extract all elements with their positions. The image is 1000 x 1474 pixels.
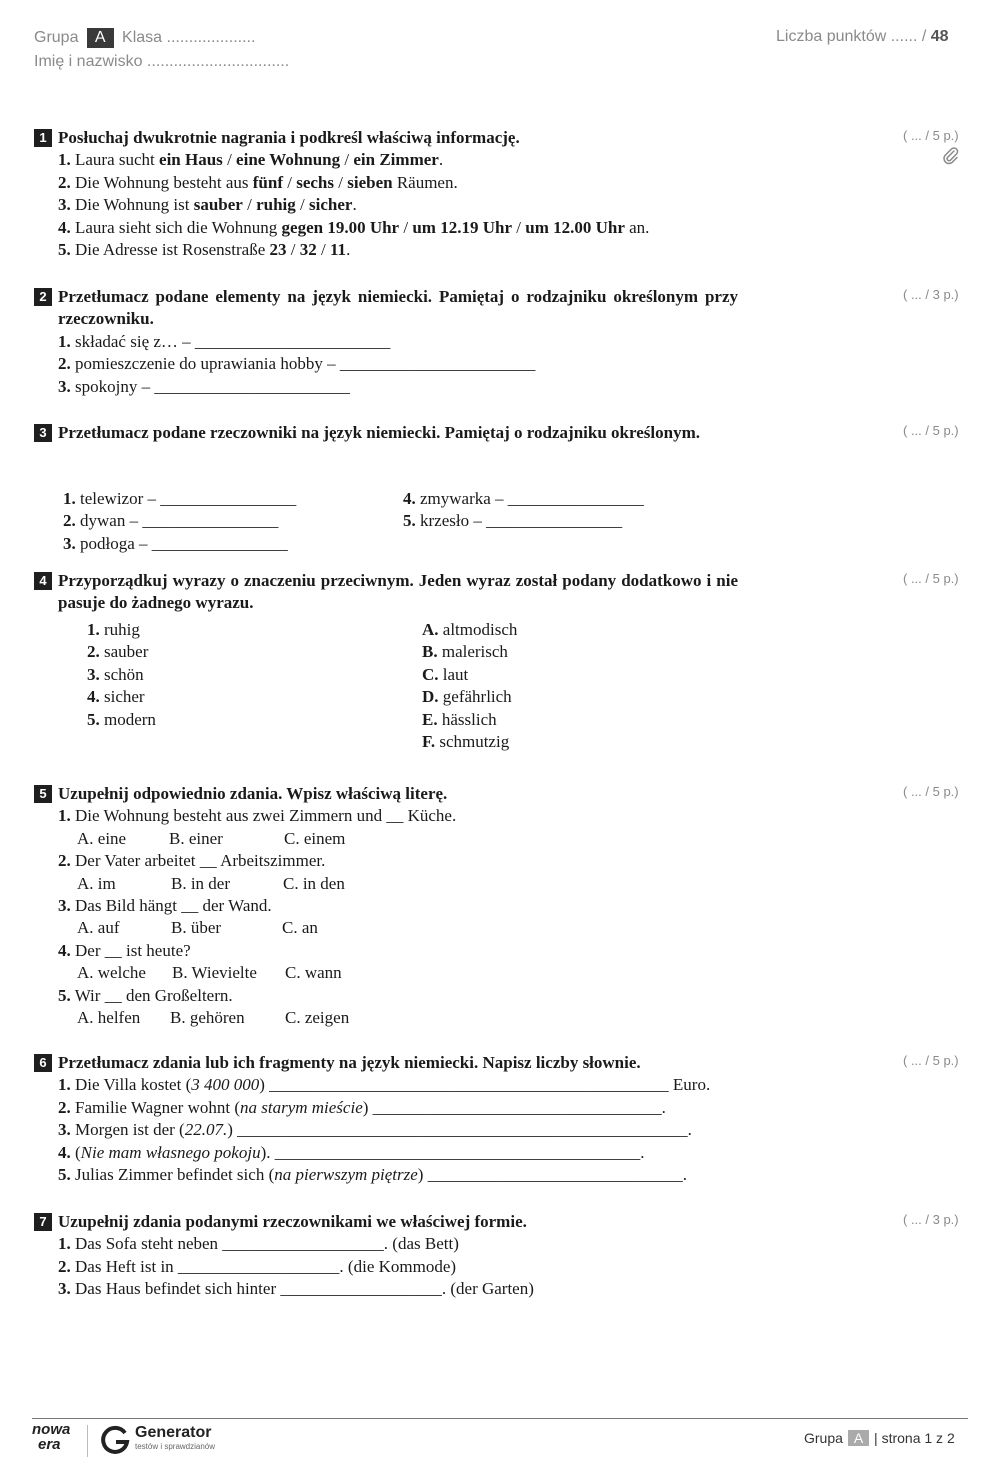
exercise-number-badge: 3 xyxy=(34,424,52,442)
footer-divider xyxy=(32,1418,968,1419)
generator-logo-text: Generator testów i sprawdzianów xyxy=(135,1424,216,1451)
name-field: Imię i nazwisko ................................ xyxy=(34,53,290,70)
logo-divider xyxy=(87,1425,88,1457)
page-number: | strona 1 z 2 xyxy=(874,1430,955,1446)
exercise-3-instruction: Przetłumacz podane rzeczowniki na język niemiecki. Pamiętaj o rodzajniku określonym. xyxy=(58,423,700,442)
list-item: 2. Das Heft ist in ___________________. (die Kommode) xyxy=(58,1256,457,1276)
exercise-5-title xyxy=(34,783,738,805)
list-item: 3. Die Wohnung ist sauber / ruhig / sicher. xyxy=(58,195,357,215)
exercise-4 xyxy=(34,570,738,615)
exercise-number-badge: 7 xyxy=(34,1213,52,1231)
exercise-number-badge: 2 xyxy=(34,288,52,306)
exercise-6-title xyxy=(34,1052,738,1074)
list-item: 2. pomieszczenie do uprawiania hobby – _______________________ xyxy=(58,354,536,374)
exercise-4-title xyxy=(34,570,738,615)
exercise-5-instruction: Uzupełnij odpowiednio zdania. Wpisz właściwą literę. xyxy=(58,784,448,803)
footer-page-info xyxy=(804,1430,955,1446)
list-item: 4. sicher xyxy=(87,687,145,707)
list-item: B. malerisch xyxy=(422,642,508,662)
list-item: 4. (Nie mam własnego pokoju). ___________________________________________. xyxy=(58,1142,645,1162)
answer-options: A. eine B. einer C. einem xyxy=(77,828,346,848)
list-item: 5. krzesło – ________________ xyxy=(403,511,623,531)
group-label: Grupa xyxy=(34,29,79,46)
exercise-1-instruction: Posłuchaj dwukrotnie nagrania i podkreśl właściwą informację. xyxy=(58,128,520,147)
exercise-4-points: ( ... / 5 p.) xyxy=(903,571,959,586)
list-item: 2. Die Wohnung besteht aus fünf / sechs / sieben Räumen. xyxy=(58,172,458,192)
exercise-4-right-column xyxy=(422,619,517,753)
exercise-2-instruction: Przetłumacz podane elementy na język niemiecki. Pamiętaj o rodzajniku określonym przy rzeczowniku. xyxy=(58,287,738,329)
exercise-3-points: ( ... / 5 p.) xyxy=(903,423,959,438)
group-field xyxy=(34,28,255,48)
list-item: 1. ruhig xyxy=(87,620,140,639)
exercise-7-instruction: Uzupełnij zdania podanymi rzeczownikami we właściwej formie. xyxy=(58,1212,527,1231)
exercise-6-points: ( ... / 5 p.) xyxy=(903,1053,959,1068)
list-item: F. schmutzig xyxy=(422,732,510,752)
exercise-2-title xyxy=(34,286,738,331)
exercise-5-points: ( ... / 5 p.) xyxy=(903,784,959,799)
exercise-1-title xyxy=(34,127,738,149)
exercise-2-points: ( ... / 3 p.) xyxy=(903,287,959,302)
exercise-7 xyxy=(34,1211,738,1301)
list-item: 1. Das Sofa steht neben ___________________. (das Bett) xyxy=(58,1234,459,1254)
exercise-4-instruction: Przyporządkuj wyrazy o znaczeniu przeciwnym. Jeden wyraz został podany dodatkowo i nie pasuje do żadnego wyrazu. xyxy=(58,571,738,613)
exercise-3 xyxy=(34,422,738,444)
exercise-1-points: ( ... / 5 p.) xyxy=(903,128,959,143)
list-item: 5. modern xyxy=(87,709,156,729)
footer-group-label: Grupa xyxy=(804,1430,843,1446)
exercise-5 xyxy=(34,783,738,1029)
list-item: 2. Der Vater arbeitet __ Arbeitszimmer. xyxy=(58,851,326,871)
list-item: 3. schön xyxy=(87,664,144,684)
class-label: Klasa .................... xyxy=(122,29,256,46)
list-item: 1. telewizor – ________________ xyxy=(63,489,297,508)
answer-options: A. im B. in der C. in den xyxy=(77,873,345,893)
exercise-7-title xyxy=(34,1211,738,1233)
list-item: 3. Das Bild hängt __ der Wand. xyxy=(58,896,272,916)
list-item: 5. Wir __ den Großeltern. xyxy=(58,985,233,1005)
list-item: 1. Die Wohnung besteht aus zwei Zimmern und __ Küche. xyxy=(58,806,457,826)
list-item: 2. Familie Wagner wohnt (na starym mieście) __________________________________. xyxy=(58,1097,666,1117)
points-max: 48 xyxy=(930,28,949,45)
exercise-number-badge: 5 xyxy=(34,785,52,803)
exercise-3-right-column xyxy=(403,488,644,533)
list-item: D. gefährlich xyxy=(422,687,512,707)
answer-options: A. welche B. Wievielte C. wann xyxy=(77,963,342,983)
generator-logo-icon xyxy=(99,1424,131,1456)
points-label: Liczba punktów ...... / xyxy=(776,28,927,45)
list-item: 4. Laura sieht sich die Wohnung gegen 19.00 Uhr / um 12.19 Uhr / um 12.00 Uhr an. xyxy=(58,217,650,237)
points-total xyxy=(776,28,949,46)
exercise-number-badge: 4 xyxy=(34,572,52,590)
list-item: 1. Die Villa kostet (3 400 000) _______________________________________________ Euro. xyxy=(58,1075,711,1095)
list-item: C. laut xyxy=(422,664,469,684)
exercise-1 xyxy=(34,127,738,261)
list-item: 2. sauber xyxy=(87,642,149,662)
group-badge: A xyxy=(87,28,114,48)
list-item: 4. Der __ ist heute? xyxy=(58,940,191,960)
list-item: 3. Das Haus befindet sich hinter ___________________. (der Garten) xyxy=(58,1279,534,1299)
exercise-3-title xyxy=(34,422,738,444)
exercise-4-left-column xyxy=(87,619,156,731)
list-item: 4. zmywarka – ________________ xyxy=(403,489,644,508)
exercise-6-instruction: Przetłumacz zdania lub ich fragmenty na język niemiecki. Napisz liczby słownie. xyxy=(58,1053,641,1072)
list-item: E. hässlich xyxy=(422,709,497,729)
exercise-number-badge: 1 xyxy=(34,129,52,147)
exercise-7-points: ( ... / 3 p.) xyxy=(903,1212,959,1227)
list-item: 5. Die Adresse ist Rosenstraße 23 / 32 / 11. xyxy=(58,240,351,260)
exercise-6 xyxy=(34,1052,738,1186)
footer-group-badge: A xyxy=(848,1430,869,1446)
answer-options: A. helfen B. gehören C. zeigen xyxy=(77,1008,350,1028)
exercise-number-badge: 6 xyxy=(34,1054,52,1072)
list-item: 3. podłoga – ________________ xyxy=(63,533,288,553)
list-item: 1. składać się z… – _______________________ xyxy=(58,331,391,351)
list-item: 1. Laura sucht ein Haus / eine Wohnung / ein Zimmer. xyxy=(58,150,444,170)
paperclip-icon[interactable] xyxy=(941,146,961,166)
list-item: 3. spokojny – _______________________ xyxy=(58,376,350,396)
exercise-2 xyxy=(34,286,738,398)
answer-options: A. auf B. über C. an xyxy=(77,918,318,938)
list-item: A. altmodisch xyxy=(422,620,518,639)
list-item: 5. Julias Zimmer befindet sich (na pierwszym piętrze) ______________________________. xyxy=(58,1165,687,1185)
exercise-3-left-column xyxy=(63,488,296,555)
nowa-era-logo: nowa era xyxy=(32,1421,71,1453)
list-item: 2. dywan – ________________ xyxy=(63,511,279,531)
list-item: 3. Morgen ist der (22.07.) _____________________________________________________. xyxy=(58,1120,692,1140)
